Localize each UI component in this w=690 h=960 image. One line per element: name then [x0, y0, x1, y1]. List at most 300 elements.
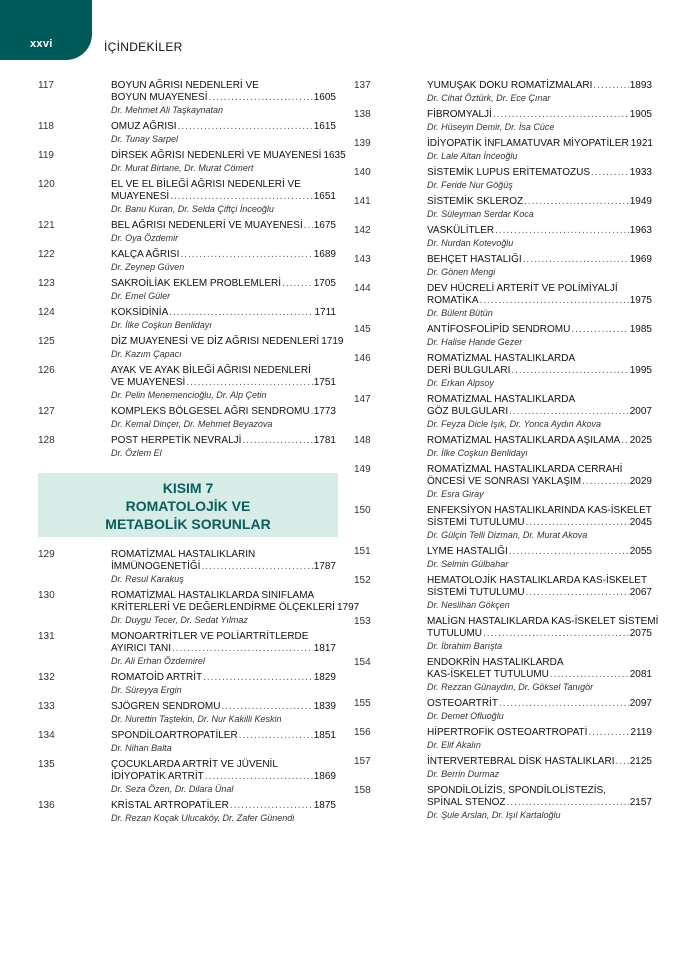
chapter-title-text: DERİ BULGULARI	[427, 365, 511, 376]
chapter-title-text: ROMATİZMAL HASTALIKLARDA SINIFLAMA	[111, 590, 315, 601]
chapter-title-line	[111, 377, 336, 389]
chapter-title-text: ROMATİZMAL HASTALIKLARDA AŞILAMA	[427, 435, 621, 446]
toc-entry	[38, 590, 360, 626]
toc-entry	[354, 575, 652, 611]
toc-entry	[354, 727, 652, 751]
page-ref: 2157	[629, 797, 652, 808]
page-ref: 1773	[313, 406, 336, 417]
chapter-number: 119	[38, 150, 54, 161]
dot-leader	[221, 701, 312, 713]
page-ref: 1985	[629, 324, 652, 335]
dot-leader	[282, 278, 313, 290]
chapter-authors: Dr. Duygu Tecer, Dr. Sedat Yılmaz	[111, 615, 248, 625]
toc-entry	[38, 435, 336, 459]
chapter-authors: Dr. Banu Kuran, Dr. Selda Çiftçi İnceoğlu	[111, 204, 274, 214]
chapter-authors: Dr. Süleyman Serdar Koca	[427, 209, 534, 219]
toc-entry	[354, 167, 652, 191]
page-ref: 2029	[629, 476, 652, 487]
chapter-title-line	[111, 307, 336, 319]
chapter-title-text: SİSTEMİK LUPUS ERİTEMATOZUS	[427, 167, 590, 178]
chapter-title-line	[111, 602, 360, 614]
toc-entry	[354, 254, 652, 278]
toc-entry	[38, 307, 336, 331]
toc-entry	[354, 546, 652, 570]
chapter-title-text: KAS-İSKELET TUTULUMU	[427, 669, 549, 680]
chapter-number: 151	[354, 546, 371, 557]
chapter-number: 117	[38, 80, 54, 91]
dot-leader	[493, 109, 629, 121]
chapter-authors: Dr. Pelin Menemencioğlu, Dr. Alp Çetin	[111, 390, 267, 400]
chapter-authors: Dr. Kemal Dinçer, Dr. Mehmet Beyazova	[111, 419, 273, 429]
chapter-authors: Dr. Cihat Öztürk, Dr. Ece Çınar	[427, 93, 551, 103]
chapter-title-line	[427, 669, 652, 681]
dot-leader	[201, 561, 312, 573]
chapter-number: 156	[354, 727, 371, 738]
chapter-title-line	[427, 196, 652, 208]
chapter-title-text: KALÇA AĞRISI	[111, 249, 180, 260]
chapter-authors: Dr. Feyza Dicle Işık, Dr. Yonca Aydın Akova	[427, 419, 601, 429]
chapter-title-text: DİZ MUAYENESİ VE DİZ AĞRISI NEDENLERİ	[111, 336, 320, 347]
page-ref: 1787	[313, 561, 336, 572]
chapter-authors: Dr. Halise Hande Gezer	[427, 337, 523, 347]
chapter-authors: Dr. Neslihan Gökçen	[427, 600, 510, 610]
page-ref: 1689	[313, 249, 336, 260]
page-ref: 1921	[630, 138, 653, 149]
page-ref: 1781	[313, 435, 336, 446]
chapter-number: 120	[38, 179, 55, 190]
chapter-authors: Dr. İbrahim Barışta	[427, 641, 503, 651]
page-ref: 2075	[629, 628, 652, 639]
toc-entry	[354, 196, 652, 220]
toc-entry	[38, 278, 336, 302]
chapter-title-line	[427, 365, 652, 377]
chapter-title-line	[427, 324, 652, 336]
chapter-title-text: SPİNAL STENOZ	[427, 797, 506, 808]
chapter-authors: Dr. Kazım Çapacı	[111, 349, 182, 359]
section-heading	[38, 473, 338, 537]
dot-leader	[507, 797, 629, 809]
page-ref: 1615	[313, 121, 336, 132]
chapter-authors: Dr. Bülent Bütün	[427, 308, 493, 318]
toc-entry	[354, 394, 652, 430]
chapter-authors: Dr. İlke Coşkun Benlidayı	[111, 320, 212, 330]
chapter-title-line	[427, 167, 652, 179]
chapter-title-line	[111, 730, 336, 742]
page-ref: 1817	[313, 643, 336, 654]
toc-entry	[354, 225, 652, 249]
chapter-number: 158	[354, 785, 371, 796]
page-number-tab	[0, 0, 92, 60]
dot-leader	[511, 365, 628, 377]
chapter-number: 144	[354, 283, 371, 294]
chapter-authors: Dr. Seza Özen, Dr. Dilara Ünal	[111, 784, 234, 794]
section-title-line-1: ROMATOLOJİK VE	[125, 498, 251, 514]
chapter-title-line	[427, 546, 652, 558]
chapter-authors: Dr. Oya Özdemir	[111, 233, 179, 243]
chapter-title-text: VASKÜLİTLER	[427, 225, 495, 236]
chapter-title-line	[427, 517, 652, 529]
chapter-title-text: YUMUŞAK DOKU ROMATİZMALARI	[427, 80, 593, 91]
chapter-title-line	[111, 631, 336, 643]
chapter-title-line	[427, 505, 652, 517]
chapter-authors: Dr. Ali Erhan Özdemirel	[111, 656, 205, 666]
page-ref: 1829	[313, 672, 336, 683]
chapter-title-text: TUTULUMU	[427, 628, 482, 639]
toc-entry	[38, 406, 336, 430]
chapter-title-line	[427, 254, 652, 266]
toc-entry	[38, 121, 336, 145]
page-ref: 1933	[629, 167, 652, 178]
toc-entry	[354, 464, 652, 500]
chapter-title-text: İDİYOPATİK ARTRİT	[111, 771, 204, 782]
chapter-title-line	[111, 365, 336, 377]
chapter-title-text: SJÖGREN SENDROMU	[111, 701, 221, 712]
chapter-title-line	[427, 756, 652, 768]
chapter-authors: Dr. Hüseyin Demir, Dr. İsa Cüce	[427, 122, 555, 132]
dot-leader	[582, 476, 629, 488]
page-ref: 1797	[336, 602, 360, 613]
chapter-title-text: OSTEOARTRİT	[427, 698, 498, 709]
dot-leader	[172, 643, 313, 655]
dot-leader	[509, 406, 629, 418]
chapter-authors: Dr. Lale Altan İnceoğlu	[427, 151, 518, 161]
chapter-authors: Dr. Murat Birtane, Dr. Murat Cömert	[111, 163, 254, 173]
toc-entry	[38, 672, 336, 696]
chapter-title-line	[427, 476, 652, 488]
toc-entry	[354, 756, 652, 780]
chapter-authors: Dr. Gülçin Telli Dizman, Dr. Murat Akova	[427, 530, 588, 540]
chapter-title-text: ROMATİZMAL HASTALIKLARDA	[427, 353, 576, 364]
dot-leader	[571, 324, 628, 336]
chapter-authors: Dr. Özlem El	[111, 448, 162, 458]
chapter-title-line	[427, 575, 652, 587]
chapter-authors: Dr. Mehmet Ali Taşkaynatan	[111, 105, 224, 115]
dot-leader	[621, 435, 629, 447]
chapter-title-line	[111, 336, 344, 348]
chapter-title-text: BOYUN AĞRISI NEDENLERİ VE	[111, 80, 259, 91]
toc-entry	[354, 324, 652, 348]
toc-entry	[38, 701, 336, 725]
toc-entry	[354, 283, 652, 319]
chapter-title-text: KOMPLEKS BÖLGESEL AĞRI SENDROMU	[111, 406, 310, 417]
chapter-title-line	[427, 109, 652, 121]
chapter-title-line	[111, 191, 336, 203]
chapter-title-text: SPONDİLOLİZİS, SPONDİLOLİSTEZİS,	[427, 785, 606, 796]
toc-entry	[354, 657, 652, 693]
chapter-number: 128	[38, 435, 55, 446]
dot-leader	[180, 249, 312, 261]
chapter-number: 145	[354, 324, 371, 335]
toc-entry	[354, 785, 652, 821]
toc-entry	[38, 336, 344, 360]
chapter-title-text: KRİSTAL ARTROPATİLER	[111, 800, 229, 811]
chapter-number: 141	[354, 196, 371, 207]
toc-entry	[38, 249, 336, 273]
page-ref: 1711	[314, 307, 336, 318]
chapter-authors: Dr. Esra Giray	[427, 489, 484, 499]
chapter-title-line	[111, 435, 336, 447]
chapter-number: 121	[38, 220, 55, 231]
chapter-title-text: MALİGN HASTALIKLARDA KAS-İSKELET SİSTEMİ	[427, 616, 659, 627]
chapter-title-text: İNTERVERTEBRAL DİSK HASTALIKLARI	[427, 756, 615, 767]
chapter-title-text: SİSTEMİ TUTULUMU	[427, 517, 525, 528]
chapter-number: 136	[38, 800, 55, 811]
chapter-number: 118	[38, 121, 54, 132]
chapter-title-line	[427, 225, 652, 237]
chapter-number: 133	[38, 701, 55, 712]
chapter-number: 155	[354, 698, 371, 709]
page-ref: 1905	[629, 109, 652, 120]
chapter-number: 140	[354, 167, 371, 178]
chapter-title-text: BEL AĞRISI NEDENLERİ VE MUAYENESİ	[111, 220, 303, 231]
chapter-title-text: KRİTERLERİ VE DEĞERLENDİRME ÖLÇEKLERİ	[111, 602, 335, 613]
dot-leader	[186, 377, 312, 389]
page-ref: 1995	[629, 365, 652, 376]
dot-leader	[239, 730, 313, 742]
chapter-number: 152	[354, 575, 371, 586]
chapter-title-line	[427, 727, 652, 739]
chapter-title-text: HEMATOLOJİK HASTALIKLARDA KAS-İSKELET	[427, 575, 648, 586]
chapter-title-text: LYME HASTALIĞI	[427, 546, 508, 557]
chapter-title-text: BEHÇET HASTALIĞI	[427, 254, 522, 265]
chapter-title-line	[111, 92, 336, 104]
dot-leader	[526, 517, 629, 529]
chapter-title-text: POST HERPETİK NEVRALJİ	[111, 435, 242, 446]
dot-leader	[304, 220, 313, 232]
chapter-number: 131	[38, 631, 55, 642]
chapter-title-line	[427, 587, 652, 599]
chapter-title-line	[111, 150, 346, 162]
chapter-number: 123	[38, 278, 55, 289]
section-title-line-2: METABOLİK SORUNLAR	[105, 516, 271, 532]
page-ref: 1751	[313, 377, 336, 388]
chapter-authors: Dr. Rezzan Günaydın, Dr. Göksel Tanıgör	[427, 682, 594, 692]
dot-leader	[526, 587, 629, 599]
chapter-title-text: SPONDİLOARTROPATİLER	[111, 730, 238, 741]
chapter-number: 146	[354, 353, 371, 364]
chapter-number: 148	[354, 435, 371, 446]
chapter-title-text: ROMATİZMAL HASTALIKLARIN	[111, 549, 256, 560]
page-ref: 2119	[630, 727, 652, 738]
section-part-label: KISIM 7	[162, 480, 214, 496]
chapter-title-text: SİSTEMİK SKLEROZ	[427, 196, 524, 207]
chapter-title-text: SİSTEMİ TUTULUMU	[427, 587, 525, 598]
page-ref: 1963	[629, 225, 652, 236]
chapter-title-text: DİRSEK AĞRISI NEDENLERİ VE MUAYENESİ	[111, 150, 322, 161]
chapter-title-text: MUAYENESİ	[111, 191, 170, 202]
toc-entry	[354, 80, 652, 104]
chapter-title-line	[111, 672, 336, 684]
chapter-number: 154	[354, 657, 371, 668]
chapter-title-text: ROMATİZMAL HASTALIKLARDA	[427, 394, 576, 405]
dot-leader	[591, 167, 629, 179]
chapter-number: 150	[354, 505, 371, 516]
chapter-authors: Dr. Nurdan Kotevoğlu	[427, 238, 514, 248]
chapter-authors: Dr. Tunay Sarpel	[111, 134, 179, 144]
chapter-number: 147	[354, 394, 371, 405]
chapter-authors: Dr. Emel Güler	[111, 291, 171, 301]
dot-leader	[495, 225, 629, 237]
chapter-title-line	[111, 278, 336, 290]
chapter-authors: Dr. Selmin Gülbahar	[427, 559, 509, 569]
chapter-authors: Dr. Erkan Alpsoy	[427, 378, 494, 388]
chapter-number: 157	[354, 756, 371, 767]
chapter-title-line	[427, 785, 652, 797]
toc-right-column	[354, 80, 659, 826]
chapter-title-line	[111, 121, 336, 133]
chapter-authors: Dr. Rezan Koçak Ulucaköy, Dr. Zafer Günendi	[111, 813, 295, 823]
toc-entry	[38, 800, 336, 824]
toc-entry	[354, 138, 652, 162]
chapter-title-text: MONOARTRİTLER VE POLİARTRİTLERDE	[111, 631, 309, 642]
page-ref: 2007	[629, 406, 652, 417]
chapter-authors: Dr. Berrin Durmaz	[427, 769, 500, 779]
page-ref: 2025	[629, 435, 652, 446]
chapter-title-line	[427, 616, 659, 628]
chapter-title-text: VE MUAYENESİ	[111, 377, 186, 388]
chapter-number: 138	[354, 109, 371, 120]
chapter-number: 129	[38, 549, 55, 560]
dot-leader	[479, 295, 628, 307]
chapter-number: 142	[354, 225, 371, 236]
chapter-title-text: SAKROİLİAK EKLEM PROBLEMLERİ	[111, 278, 282, 289]
dot-leader	[242, 435, 312, 447]
chapter-title-text: DEV HÜCRELİ ARTERİT VE POLİMİYALJİ	[427, 283, 618, 294]
chapter-title-text: HİPERTROFİK OSTEOARTROPATİ	[427, 727, 588, 738]
chapter-title-line	[427, 353, 652, 365]
chapter-title-line	[111, 701, 336, 713]
dot-leader	[588, 727, 629, 739]
dot-leader	[593, 80, 628, 92]
toc-entry	[354, 109, 652, 133]
dot-leader	[524, 196, 629, 208]
dot-leader	[550, 669, 629, 681]
chapter-title-line	[427, 657, 652, 669]
chapter-title-text: ENFEKSİYON HASTALIKLARINDA KAS-İSKELET	[427, 505, 652, 516]
chapter-authors: Dr. Resul Karakuş	[111, 574, 184, 584]
chapter-title-line	[427, 295, 652, 307]
chapter-title-line	[427, 283, 652, 295]
chapter-title-line	[427, 464, 652, 476]
chapter-number: 132	[38, 672, 55, 683]
chapter-number: 134	[38, 730, 55, 741]
chapter-title-text: ÖNCESİ VE SONRASI YAKLAŞIM	[427, 476, 582, 487]
toc-entry	[38, 730, 336, 754]
chapter-number: 135	[38, 759, 55, 770]
chapter-title-line	[427, 406, 652, 418]
chapter-title-line	[427, 138, 652, 150]
toc-entry	[38, 220, 336, 244]
chapter-title-line	[111, 249, 336, 261]
dot-leader	[499, 698, 629, 710]
page-ref: 1893	[629, 80, 652, 91]
dot-leader	[509, 546, 629, 558]
running-title: İÇİNDEKİLER	[104, 40, 183, 54]
chapter-title-text: KOKSİDİNİA	[111, 307, 169, 318]
chapter-title-text: ROMATİKA	[427, 295, 479, 306]
chapter-title-line	[427, 698, 652, 710]
page-ref: 1675	[313, 220, 336, 231]
toc-entry	[354, 435, 652, 459]
dot-leader	[170, 191, 313, 203]
chapter-title-line	[111, 406, 336, 418]
chapter-authors: Dr. Zeynep Güven	[111, 262, 185, 272]
chapter-number: 153	[354, 616, 371, 627]
chapter-title-line	[111, 643, 336, 655]
chapter-title-line	[427, 80, 652, 92]
toc-entry	[354, 353, 652, 389]
chapter-title-text: EL VE EL BİLEĞİ AĞRISI NEDENLERİ VE	[111, 179, 301, 190]
page-ref: 2067	[629, 587, 652, 598]
page-ref: 1719	[321, 336, 344, 347]
page-ref: 1869	[313, 771, 336, 782]
chapter-number: 122	[38, 249, 55, 260]
chapter-number: 137	[354, 80, 371, 91]
toc-entry	[38, 365, 336, 401]
chapter-title-line	[111, 800, 336, 812]
dot-leader	[311, 406, 313, 418]
toc-entry	[38, 80, 336, 116]
chapter-title-text: AYIRICI TANI	[111, 643, 172, 654]
toc-list-right	[354, 80, 659, 821]
page-number: xxvi	[30, 38, 53, 50]
chapter-title-text: ANTİFOSFOLİPİD SENDROMU	[427, 324, 571, 335]
chapter-authors: Dr. Demet Ofluoğlu	[427, 711, 504, 721]
chapter-authors: Dr. Elif Akalın	[427, 740, 481, 750]
chapter-title-text: OMUZ AĞRISI	[111, 121, 177, 132]
page-ref: 1705	[313, 278, 336, 289]
chapter-title-text: İDİYOPATİK İNFLAMATUVAR MİYOPATİLER	[427, 138, 629, 149]
chapter-title-text: FİBROMYALJİ	[427, 109, 492, 120]
dot-leader	[615, 756, 628, 768]
page-ref: 2125	[629, 756, 652, 767]
dot-leader	[178, 121, 313, 133]
chapter-title-text: ÇOCUKLARDA ARTRİT VE JÜVENİL	[111, 759, 278, 770]
chapter-title-line	[111, 80, 336, 92]
chapter-number: 149	[354, 464, 371, 475]
chapter-number: 126	[38, 365, 55, 376]
page-ref: 1839	[313, 701, 336, 712]
dot-leader	[203, 672, 313, 684]
page-ref: 1969	[629, 254, 652, 265]
chapter-title-line	[111, 561, 336, 573]
chapter-authors: Dr. İlke Coşkun Benlidayı	[427, 448, 528, 458]
chapter-title-line	[111, 759, 336, 771]
toc-entry	[354, 505, 652, 541]
chapter-title-line	[427, 797, 652, 809]
chapter-number: 125	[38, 336, 55, 347]
chapter-number: 143	[354, 254, 371, 265]
chapter-title-text: BOYUN MUAYENESİ	[111, 92, 208, 103]
toc-list-after-section	[38, 549, 360, 824]
chapter-title-line	[427, 394, 652, 406]
page-ref: 1949	[629, 196, 652, 207]
chapter-title-text: GÖZ BULGULARI	[427, 406, 509, 417]
dot-leader	[483, 628, 629, 640]
page-ref: 2055	[629, 546, 652, 557]
dot-leader	[205, 771, 313, 783]
chapter-title-text: AYAK VE AYAK BİLEĞİ AĞRISI NEDENLERİ	[111, 365, 311, 376]
chapter-title-line	[111, 179, 336, 191]
page-ref: 1605	[313, 92, 336, 103]
dot-leader	[169, 307, 313, 319]
chapter-title-text: ROMATOİD ARTRİT	[111, 672, 203, 683]
chapter-number: 130	[38, 590, 55, 601]
chapter-title-line	[427, 435, 652, 447]
chapter-title-text: İMMÜNOGENETİĞİ	[111, 561, 201, 572]
chapter-title-line	[427, 628, 652, 640]
toc-entry	[354, 616, 659, 652]
